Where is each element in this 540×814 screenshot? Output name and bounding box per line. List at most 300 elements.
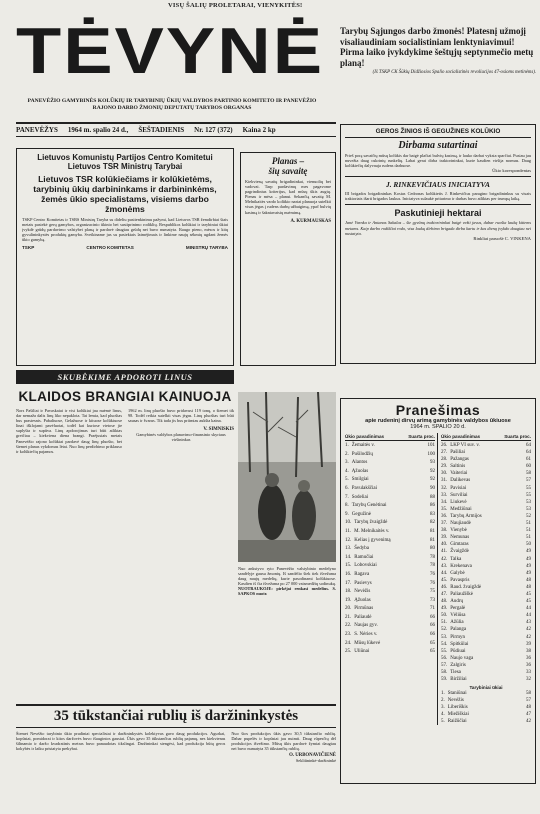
notice-right-row-value: 39 — [526, 641, 531, 647]
notice-left-row-name: Ąžuolas — [354, 597, 371, 603]
notice-right-row-value: 38 — [526, 648, 531, 654]
notice-right-row-value: 44 — [526, 613, 531, 619]
notice-right-row — [441, 584, 531, 591]
notice-farm-row — [441, 711, 531, 718]
notice-left-row-name: Smilgiai — [351, 477, 369, 483]
notice-right-row — [441, 527, 531, 534]
notice-right-row-num: 46. — [441, 584, 448, 590]
notice-left-row-name: Kelias į gyvenimą — [354, 537, 391, 543]
notice-right-row-value: 51 — [526, 528, 531, 534]
notice-left-row — [345, 588, 435, 597]
notice-left-row-value: 66 — [430, 632, 435, 638]
notice-left-row-num: 18. — [345, 589, 352, 595]
right-col-head: Ūkio pavadinimas — [441, 434, 481, 439]
notice-right-row-value: 49 — [526, 549, 531, 555]
notice-left-row — [345, 468, 435, 477]
dateline-place: PANEVĖŽYS — [16, 126, 58, 134]
photo-image — [238, 392, 336, 562]
notice-right-row-name: Vaiteriai — [450, 471, 468, 477]
notice-right-row-name: Medžiūnai — [450, 506, 472, 512]
dateline — [16, 122, 336, 137]
notice-left-row — [345, 554, 435, 563]
notice-left-row-num: 12. — [345, 537, 352, 543]
notice-right-row — [441, 541, 531, 548]
notice-right-row-value: 45 — [526, 599, 531, 605]
right-col-pct: Suarta proc. — [504, 434, 531, 439]
notice-left-row — [345, 519, 435, 528]
notice-right-row-name: Vienybė — [450, 528, 467, 534]
notice-left-row-value: 83 — [430, 511, 435, 517]
notice-left-row — [345, 597, 435, 606]
notice-right-row-name: Pavisiai — [450, 485, 467, 491]
notice-farm-row-value: 47 — [526, 712, 531, 718]
notice-left-row-num: 25. — [345, 649, 352, 655]
notice-left-row — [345, 648, 435, 657]
notice-right-row-num: 48. — [441, 599, 448, 605]
notice-left-row-num: 23. — [345, 632, 352, 638]
geros-author: Ūkio korespondentas — [492, 168, 531, 174]
notice-left-row-name: Tarybų žvaigždė — [354, 520, 388, 526]
notice-date: 1964 m. SPALIO 20 d. — [410, 424, 466, 430]
notice-right-row-value: 36 — [526, 662, 531, 668]
notice-right-row-num: 27. — [441, 450, 448, 456]
appeal-body: TSKP Centro Komitetas ir TSRS Ministrų Taryba su dideliu pasitenkinimu pažymi, kad Lietuvos TSR žemdirbiai šiais metais pasiekė gerų gamybos, organizacinio ūkinio bei sustiprinimo rodiklių. Respublikos kolūkiai ir tarybiniai ūkiai įvykdė grūdų pardavimo valstybei planą ir pardavė daugiau grūdų nei buvo numatyta. Išaugo pieno, mėsos ir kitų gyvulininkystės produktų gamyba. Sveikiname jus su pasiektais laimėjimais ir linkime naujų sėkmių ugdant žemės ūkio gamybą. — [22, 216, 228, 243]
notice-left-table — [345, 433, 438, 725]
newspaper-title: TĖVYNĖ — [16, 14, 325, 88]
bottom-author-note: Sekliūninkė-daržininkė — [295, 758, 336, 764]
notice-left-row-value: 76 — [430, 571, 435, 577]
notice-left-row-num: 14. — [345, 554, 352, 560]
notice-left-row — [345, 476, 435, 485]
notice-right-row-name: Pavaspris — [450, 577, 470, 583]
planas-subtitle: šių savaitę — [268, 166, 308, 176]
notice-left-row-name: Gegužinė — [351, 511, 371, 517]
notice-left-row-name: Lobovskiai — [354, 563, 377, 569]
notice-right-row-num: 26. — [441, 443, 448, 448]
notice-left-row — [345, 605, 435, 614]
notice-right-row-num: 45. — [441, 577, 448, 583]
notice-right-row-num: 28. — [441, 457, 448, 463]
notice-left-row-value: 78 — [430, 563, 435, 569]
notice-right-row — [441, 520, 531, 527]
notice-right-row-num: 30. — [441, 471, 448, 477]
notice-left-row-num: 21. — [345, 614, 352, 620]
notice-right-row-name: Saltinis — [450, 464, 466, 470]
notice-left-row-num: 2. — [345, 451, 349, 457]
photo-caption-block — [238, 566, 336, 624]
notice-right-row-num: 38. — [441, 528, 448, 534]
notice-farm-row-name: Raižūčiai — [447, 719, 467, 725]
notice-left-row-value: 101 — [427, 443, 435, 448]
geros-title: Dirbama sutartinai — [398, 140, 478, 151]
notice-left-row-num: 22. — [345, 623, 352, 629]
notice-right-row — [441, 470, 531, 477]
notice-right-row — [441, 492, 531, 499]
notice-left-row-name: Tarybų Genėtinai — [351, 503, 387, 509]
notice-right-row — [441, 669, 531, 676]
linus-body: Nors Pašiliai ir Pavaskaiai ir visi kolūkiai jau nuėmė linus, dar nemaža dalis linų liko nepaklota. Tai lemia, kad pluoštas bus prastesnis. Pabaliuose, Gelažuose ir kituose kolūkiuose linai išklojami pavėluotai, todėl kai kuriose vietose jie suplyšta ir supūva. Linų apdorojimas turi būti atliktas greičiau – kiekviena diena brangi. Praėjusiais metais Panevėžio rajono kolūkiai pardavė daug linų pluošto, bet šiemet planas vykdomas lėtai. Nuo linų perdirbimo priklauso ir kolūkiečių pajamos. — [16, 408, 122, 454]
notice-right-row-name: Talka — [450, 556, 462, 562]
notice-farm-row-num: 1. — [441, 691, 445, 697]
notice-left-row-num: 7. — [345, 494, 349, 500]
notice-right-row-num: 51. — [441, 620, 448, 626]
notice-left-row-num: 10. — [345, 520, 352, 526]
linus-title: KLAIDOS BRANGIAI KAINUOJA — [18, 389, 232, 404]
notice-right-row-value: 64 — [526, 450, 531, 456]
notice-right-row-value: 33 — [526, 670, 531, 675]
notice-left-row-value: 73 — [430, 597, 435, 603]
masthead-slogan: VISŲ ŠALIŲ PROLETARAI, VIENYKITĖS! — [168, 2, 303, 9]
notice-right-row-value: 64 — [526, 443, 531, 448]
notice-right-row — [441, 449, 531, 456]
notice-left-row — [345, 485, 435, 494]
notice-left-row-num: 3. — [345, 460, 349, 466]
paskut-title: Paskutinieji hektarai — [394, 208, 482, 219]
dateline-weekday: ŠEŠTADIENIS — [138, 126, 185, 134]
notice-right-row — [441, 442, 531, 449]
notice-left-row-num: 15. — [345, 563, 352, 569]
notice-left-row-num: 11. — [345, 528, 352, 534]
rinkevic-title: J. RINKEVIČIAUS INICIATYVA — [386, 180, 490, 190]
geros-header: GEROS ŽINIOS IŠ GEGUŽINES KOLŪKIO — [345, 128, 531, 138]
notice-right-row-name: Liukevė — [450, 499, 467, 505]
dateline-issue: Nr. 127 (372) — [194, 126, 233, 134]
notice-right-row-name: Paliaužiškė — [450, 591, 474, 597]
notice-left-row-num: 1. — [345, 443, 349, 448]
notice-left-row-value: 86 — [430, 503, 435, 509]
notice-right-row-value: 48 — [526, 577, 531, 583]
notice-left-row — [345, 528, 435, 537]
dateline-date: 1964 m. spalio 24 d., — [67, 126, 129, 134]
notice-left-row-num: 24. — [345, 640, 352, 646]
notice-right-row-num: 56. — [441, 655, 448, 661]
notice-right-row — [441, 612, 531, 619]
notice-right-row-num: 29. — [441, 464, 448, 470]
notice-left-row — [345, 640, 435, 649]
notice-left-row-name: Alantos — [351, 460, 368, 466]
paskut-author: Rinkliai paruošė C. VINKENA — [473, 235, 531, 241]
notice-right-row — [441, 634, 531, 641]
notice-title: Pranešimas — [395, 402, 481, 418]
notice-left-row-name: Uliūnai — [354, 649, 370, 655]
notice-right-row-value: 49 — [526, 563, 531, 569]
notice-left-row-value: 90 — [430, 485, 435, 491]
notice-farm-row-value: 57 — [526, 698, 531, 704]
notice-right-row — [441, 506, 531, 513]
notice-right-row-num: 36. — [441, 513, 448, 519]
notice-right-row-name: Tiesa — [450, 670, 461, 675]
notice-right-row — [441, 548, 531, 555]
linus-body2: 1962 m. linų pluošto buvo pridavusi 119 tonų, o šiemet tik 98. Todėl reikia sutelkti visas jėgas. Linų pluoštas turi būti sausas ir švarus. Tik tada jis bus priimtas aukšta kaina. — [128, 408, 234, 424]
appeal-sign2: CENTRO KOMITETAS — [86, 245, 134, 251]
notice-right-row-value: 55 — [526, 485, 531, 491]
notice-right-row-num: 50. — [441, 613, 448, 619]
notice-right-row-name: Ažūlia — [450, 620, 464, 626]
notice-right-row-num: 59. — [441, 677, 448, 683]
notice-left-row — [345, 580, 435, 589]
notice-right-row-num: 53. — [441, 634, 448, 640]
notice-left-row-name: Mūsų lūkevė — [354, 640, 381, 646]
notice-left-row-value: 81 — [430, 528, 435, 534]
notice-left-row-value: 65 — [430, 649, 435, 655]
notice-farm-row-value: 48 — [526, 705, 531, 711]
notice-left-row-value: 81 — [430, 537, 435, 543]
notice-right-row-num: 43. — [441, 563, 448, 569]
notice-left-row — [345, 571, 435, 580]
notice-right-row-num: 32. — [441, 485, 448, 491]
left-col-pct: Suarta proc. — [408, 434, 435, 439]
photo-caption: Nuo ankstyvo ryto Panevėžio valstybinio medelyno sandėlyje gausu žmonių. Iš sandėlio šiek tiek išvežama daug naujų medelių, kurie pasodinami kolūkiuose. Kasdien iš čia išvežama po 27 000 vaismedžių sodinukų. — [238, 566, 336, 587]
notice-right-row-num: 40. — [441, 542, 448, 548]
notice-right-row-name: Spitkūlai — [450, 641, 469, 647]
linus-author: V. SIMNISKIS — [203, 427, 234, 433]
notice-right-row-num: 37. — [441, 521, 448, 527]
notice-right-row — [441, 570, 531, 577]
notice-left-row — [345, 537, 435, 546]
notice-right-row-name: Gimtaras — [450, 542, 469, 548]
notice-left-row-value: 100 — [427, 451, 435, 457]
notice-right-row — [441, 563, 531, 570]
notice-right-row-num: 33. — [441, 492, 448, 498]
notice-left-row — [345, 631, 435, 640]
notice-left-row-value: 65 — [430, 640, 435, 646]
notice-farm-row-name: Staniūnai — [447, 691, 467, 697]
notice-right-row-value: 50 — [526, 542, 531, 548]
notice-left-row — [345, 502, 435, 511]
notice-right-row — [441, 591, 531, 598]
notice-left-row-value: 92 — [430, 468, 435, 474]
notice-right-row — [441, 577, 531, 584]
notice-right-row-value: 49 — [526, 570, 531, 576]
notice-right-row-num: 34. — [441, 499, 448, 505]
notice-farm-row-num: 3. — [441, 705, 445, 711]
notice-left-row-name: Šedyba — [354, 546, 369, 552]
appeal-line1: Lietuvos Komunistų Partijos Centro Komitetui — [37, 153, 213, 162]
bottom-body2: Nuo šios produkcijos ūkis gavo 30,5 tūkstančio rublių. Dabar pupelės ir kopūstai jau nuimti. Daug rūpesčių dėl produkcijos išvežimo. Mūsų ūkis pardavė žymiai daugiau nei buvo numatyta 35 tūkstančių rublių. — [231, 731, 336, 752]
planas-article — [240, 152, 336, 366]
notice-right-row — [441, 556, 531, 563]
notice-left-row-name: Ramučiai — [354, 554, 374, 560]
notice-right-row-name: Tarybų Armijos — [450, 513, 482, 519]
bottom-headline: 35 tūkstančiai rublių iš daržininkystės — [16, 704, 336, 728]
notice-left-row-name: S. Nėries v. — [354, 632, 378, 638]
notice-left-row-num: 17. — [345, 580, 352, 586]
notice-left-row — [345, 562, 435, 571]
promo-note: (Iš TSKP CK Šūkių Didžiosios Spalio socialistinės revoliucijos 47-osioms metinėms). — [372, 70, 536, 76]
notice-right-row-name: Galybė — [450, 570, 465, 576]
notice-right-row-value: 60 — [526, 464, 531, 470]
notice-right-row — [441, 463, 531, 470]
notice-left-row-num: 16. — [345, 571, 352, 577]
notice-right-row — [441, 648, 531, 655]
notice-right-row-name: Krekenava — [450, 563, 472, 569]
appeal-box — [16, 148, 234, 366]
notice-right-row-value: 53 — [526, 499, 531, 505]
notice-left-row-name: Pušilodžių — [351, 451, 373, 457]
notice-left-row-value: 71 — [430, 606, 435, 612]
notice-left-row — [345, 451, 435, 460]
linus-article — [16, 370, 234, 702]
notice-left-row — [345, 614, 435, 623]
notice-right-row-value: 57 — [526, 478, 531, 484]
notice-right-row-value: 49 — [526, 556, 531, 562]
photo-credit: NUOTRAUKOJE: pirkėjai renkasi medelius. S. SAPKOS nuotr. — [238, 586, 336, 597]
notice-left-row-num: 8. — [345, 503, 349, 509]
notice-right-row-num: 42. — [441, 556, 448, 562]
notice-right-row-value: 42 — [526, 634, 531, 640]
notice-right-row — [441, 605, 531, 612]
notice-left-row-name: M. Melnikaitės v. — [354, 528, 390, 534]
notice-right-row-name: Naujo vaga — [450, 655, 474, 661]
notice-right-row — [441, 477, 531, 484]
notice-left-row — [345, 622, 435, 631]
paskut-body: Janė Varnka ir Antanas Sakalas – šie gyvūnų traktorininkai baigė vežti javus, dabar ruošia lauką kitiems metams. Kaip darbo rodikliai rodo, visa laukų dirbimo brigada dirba kartu ir kas dieną įvykdo daugiau nei nustatyta. — [345, 220, 531, 236]
notice-right-row-name: Vėliūsa — [450, 613, 466, 619]
notice-right-row-value: 48 — [526, 584, 531, 590]
notice-right-row-value: 36 — [526, 655, 531, 661]
left-col-head: Ūkio pavadinimas — [345, 434, 385, 439]
notice-right-row — [441, 534, 531, 541]
notice-right-row — [441, 485, 531, 492]
rinkevic-body: III brigados brigadininkas Kostas Cedronas kolūkietis J. Rinkevičius paragino brigadininkus su visais traktoriais išarti brigados laukus. Iniciatyva sulaukė pritarimo ir darbas buvo atliktas per trumpą laiką. — [345, 191, 531, 202]
notice-right-row-num: 57. — [441, 662, 448, 668]
notice-left-row-name: Paliaudė — [354, 614, 372, 620]
notice-left-row — [345, 459, 435, 468]
notice-right-row-num: 54. — [441, 641, 448, 647]
notice-left-row-num: 5. — [345, 477, 349, 483]
notice-right-row-value: 61 — [526, 457, 531, 463]
notice-right-row-name: Nemunas — [450, 535, 470, 541]
notice-right-row-num: 44. — [441, 570, 448, 576]
notice-right-row-num: 55. — [441, 648, 448, 654]
notice-right-row-value: 43 — [526, 620, 531, 626]
notice-right-row — [441, 655, 531, 662]
notice-left-row-num: 20. — [345, 606, 352, 612]
notice-right-row — [441, 626, 531, 633]
notice-right-row-name: Raud. žvaigždė — [450, 584, 482, 590]
notice-right-row-value: 32 — [526, 677, 531, 683]
notice-left-row-num: 6. — [345, 485, 349, 491]
notice-right-row-value: 45 — [526, 591, 531, 597]
notice-right-row-value: 51 — [526, 521, 531, 527]
notice-right-row-name: Biržiliai — [450, 677, 467, 683]
notice-farm-row-num: 5. — [441, 719, 445, 725]
notice-right-row-name: Palanga — [450, 627, 467, 633]
notice-right-row — [441, 456, 531, 463]
planas-body: Kiekvieną savaitę brigadininkai, vienuolių bei vadovai. Tarp pardavimų mes pagavome pagrindinius kriterijus, kad mūsų ūkis augtų. Pienas ir mėsa – planui. Sekančią savaitę M. Melnikaitės vardo kolūkio nariai planuoja sutelkti visas jėgas į rudens darbų užbaigimą, ypač bulvių kasimą ir šakniavaisių nuėmimą. — [245, 179, 331, 215]
notice-right-row-value: 58 — [526, 471, 531, 477]
notice-farm-row-value: 58 — [526, 691, 531, 697]
notice-right-row-value: 42 — [526, 627, 531, 633]
notice-right-row-name: Surviliai — [450, 492, 468, 498]
notice-left-row — [345, 545, 435, 554]
notice-left-row-num: 4. — [345, 468, 349, 474]
notice-right-row-name: Audrų — [450, 599, 464, 605]
notice-left-row-num: 19. — [345, 597, 352, 603]
notice-right-row-num: 35. — [441, 506, 448, 512]
dateline-price: Kaina 2 kp — [242, 126, 276, 134]
notice-right-row — [441, 676, 531, 683]
notice-right-row-name: Pirmyn — [450, 634, 465, 640]
bottom-article — [16, 704, 336, 802]
appeal-sign1: TSKP — [22, 245, 35, 251]
notice-left-row-name: Sodeliai — [351, 494, 369, 500]
notice-left-row-value: 92 — [430, 477, 435, 483]
notice-left-row-value: 78 — [430, 554, 435, 560]
notice-left-row-value: 88 — [430, 494, 435, 500]
notice-right-row — [441, 499, 531, 506]
notice-left-row — [345, 494, 435, 503]
planas-title: Planas – — [271, 156, 305, 166]
notice-left-row-value: 75 — [430, 589, 435, 595]
notice-right-row — [441, 598, 531, 605]
notice-right-row-value: 55 — [526, 492, 531, 498]
notice-right-row-num: 58. — [441, 670, 448, 675]
notice-right-row-name: Žvaigždė — [450, 549, 469, 555]
notice-farm-row-name: Miežiškiai — [447, 712, 469, 718]
notice-right-row-num: 49. — [441, 606, 448, 612]
notice-left-row-name: Ragava — [354, 571, 370, 577]
notice-farm-row-name: Nevėžis — [447, 698, 464, 704]
notice-right-row-name: LKP VI suv. v. — [450, 443, 480, 448]
notice-right-row-name: Zalgiris — [450, 662, 466, 668]
notice-right-row-num: 41. — [441, 549, 448, 555]
notice-right-table — [441, 433, 531, 725]
newspaper-subtitle: PANEVĖŽIO GAMYBINĖS KOLŪKIŲ IR TARYBINIŲ ŪKIŲ VALDYBOS PARTINIO KOMITETO IR PANEVĖŽIO RAJONO DARBO ŽMONIŲ DEPUTATŲ TARYBOS ORGANAS — [27, 98, 317, 111]
slogan-promo — [340, 26, 536, 114]
notice-left-row-num: 9. — [345, 511, 349, 517]
bottom-author: O. URBONAVIČIENĖ — [289, 753, 336, 759]
notice-farm-row-name: Liberiškis — [447, 705, 468, 711]
notice-farm-row — [441, 704, 531, 711]
notice-right-row — [441, 513, 531, 520]
notice-farm-row — [441, 690, 531, 697]
notice-left-row-value: 82 — [430, 520, 435, 526]
notice-right-row-num: 52. — [441, 627, 448, 633]
notice-left-row-name: Ąžuolas — [351, 468, 369, 474]
notice-right-row-num: 39. — [441, 535, 448, 541]
arimas-notice — [340, 398, 536, 784]
notice-left-row-name: Pavulakščiai — [351, 485, 378, 491]
notice-right-row-value: 51 — [526, 535, 531, 541]
notice-left-row-value: 66 — [430, 614, 435, 620]
notice-right-row-value: 44 — [526, 606, 531, 612]
notice-left-row-value: 93 — [430, 460, 435, 466]
notice-farm-row-num: 2. — [441, 698, 445, 704]
notice-right-row-value: 53 — [526, 506, 531, 512]
notice-right-row-value: 52 — [526, 513, 531, 519]
notice-right-row — [441, 641, 531, 648]
notice-left-row — [345, 511, 435, 520]
notice-right-row-name: Naujiaudė — [450, 521, 471, 527]
linus-author-note: Gamybinės valdybos planavimo-finansinio skyriaus viršininkas — [136, 432, 226, 443]
notice-farm-row — [441, 697, 531, 704]
planas-author: A. KURMAUSKAS — [290, 218, 331, 224]
notice-right-row-name: Dalikevas — [450, 478, 471, 484]
notice-right-row-name: Pašiliai — [450, 450, 465, 456]
notice-right-row-num: 47. — [441, 591, 448, 597]
notice-right-row-name: Pažangas — [450, 457, 469, 463]
appeal-line2: Lietuvos TSR Ministrų Tarybai — [67, 162, 183, 172]
farms-head: Tarybiniai ūkiai — [469, 685, 503, 691]
geros-zinios-section — [340, 124, 536, 364]
notice-left-row-name: Naujas gyv. — [354, 623, 378, 629]
linus-banner: SKUBĖKIME APDOROTI LINUS — [16, 370, 234, 384]
notice-left-row-value: 66 — [430, 623, 435, 629]
notice-left-row-name: Nevėžis — [354, 589, 371, 595]
notice-right-row-name: Pūdiuai — [450, 648, 466, 654]
notice-left-row-name: Pirmūnas — [354, 606, 374, 612]
